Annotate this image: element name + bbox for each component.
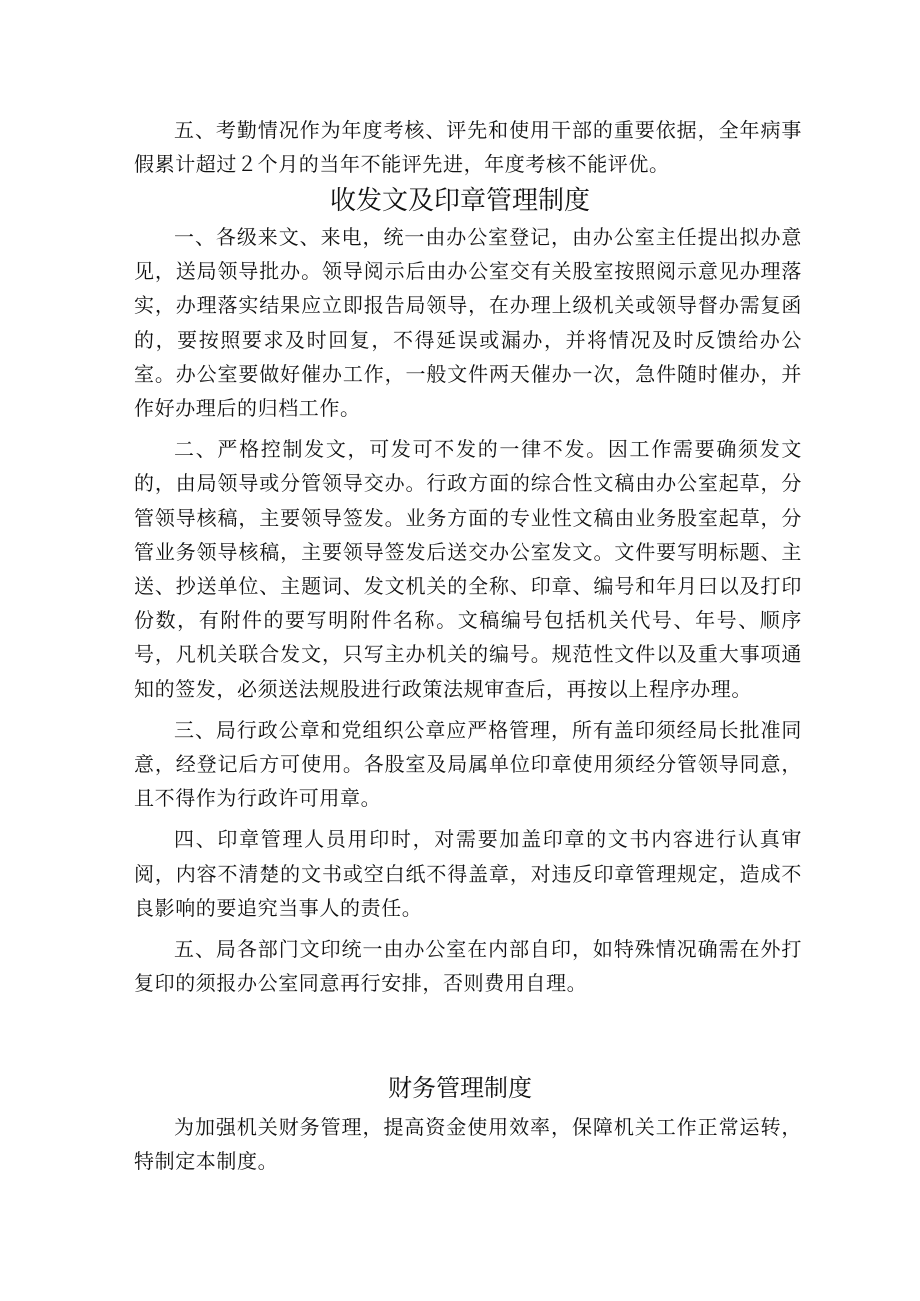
- section-title-finance: 财务管理制度: [388, 1074, 532, 1102]
- paragraph-5: 五、局各部门文印统一由办公室在内部自印，如特殊情况确需在外打复印的须报办公室同意再行安排，否则费用自理。: [134, 937, 802, 996]
- intro-paragraph: 五、考勤情况作为年度考核、评先和使用干部的重要依据，全年病事假累计超过２个月的当年不能评先进，年度考核不能评优。: [134, 118, 802, 177]
- finance-paragraph-1: 为加强机关财务管理，提高资金使用效率，保障机关工作正常运转，特制定本制度。: [134, 1115, 802, 1174]
- paragraph-4: 四、印章管理人员用印时，对需要加盖印章的文书内容进行认真审阅，内容不清楚的文书或空白纸不得盖章，对违反印章管理规定，造成不良影响的要追究当事人的责任。: [134, 827, 802, 920]
- section-title-documents-seals: 收发文及印章管理制度: [329, 186, 590, 216]
- paragraph-1: 一、各级来文、来电，统一由办公室登记，由办公室主任提出拟办意见，送局领导批办。领导阅示后由办公室交有关股室按照阅示意见办理落实，办理落实结果应立即报告局领导，在办理上级机关或领导督办需复函的，要按照要求及时回复，不得延误或漏办，并将情况及时反馈给办公室。办公室要做好催办工作，一般文件两天催办一次，急件随时催办，并作好办理后的归档工作。: [134, 225, 802, 421]
- paragraph-2: 二、严格控制发文，可发可不发的一律不发。因工作需要确须发文的，由局领导或分管领导交办。行政方面的综合性文稿由办公室起草，分管领导核稿，主要领导签发。业务方面的专业性文稿由业务股室起草，分管业务领导核稿，主要领导签发后送交办公室发文。文件要写明标题、主送、抄送单位、主题词、发文机关的全称、印章、编号和年月曰以及打印份数，有附件的要写明附件名称。文稿编号包括机关代号、年号、顺序号，凡机关联合发文，只写主办机关的编号。规范性文件以及重大事项通知的签发，必须送法规股进行政策法规审查后，再按以上程序办理。: [134, 437, 802, 701]
- section-documents-seals: [134, 220, 802, 1000]
- section-finance: [134, 1110, 802, 1178]
- paragraph-3: 三、局行政公章和党组织公章应严格管理，所有盖印须经局长批准同意，经登记后方可使用。各股室及局属单位印章使用须经分管领导同意，且不得作为行政许可用章。: [134, 717, 802, 811]
- intro-section: [134, 113, 802, 181]
